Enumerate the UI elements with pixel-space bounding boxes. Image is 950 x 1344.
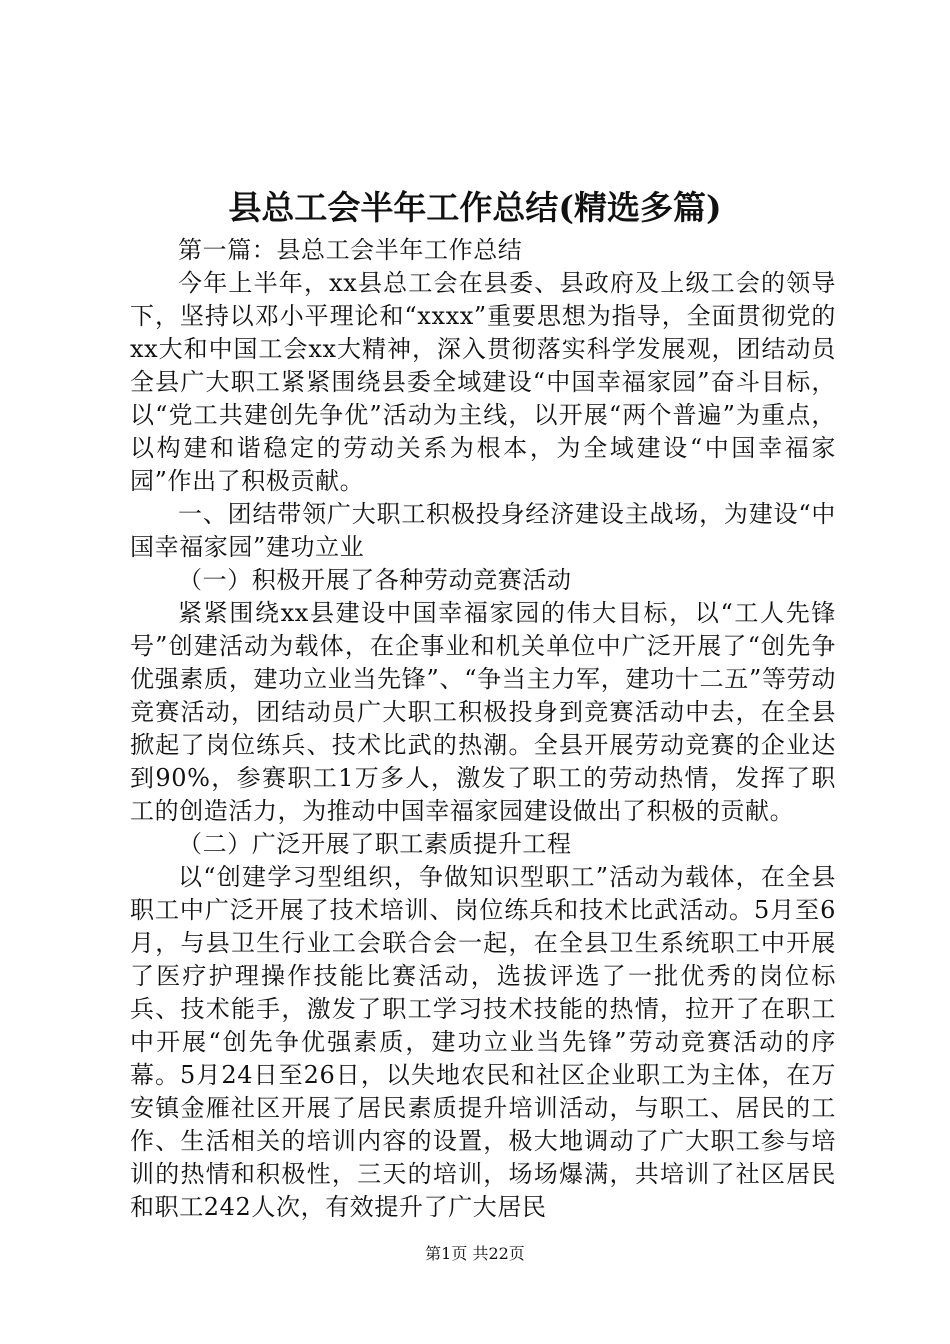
page-number: 第1页 共22页 bbox=[425, 1244, 525, 1263]
document-body bbox=[130, 234, 836, 1224]
section-heading: 第一篇：县总工会半年工作总结 bbox=[178, 236, 523, 264]
body-paragraph: 今年上半年，xx县总工会在县委、县政府及上级工会的领导下，坚持以邓小平理论和“xxxx”重要思想为指导，全面贯彻党的xx大和中国工会xx大精神，深入贯彻落实科学发展观，团结动员全县广大职工紧紧围绕县委全域建设“中国幸福家园”奋斗目标，以“党工共建创先争优”活动为主线，以开展“两个普遍”为重点，以构建和谐稳定的劳动关系为根本，为全域建设“中国幸福家园”作出了积极贡献。 bbox=[130, 269, 836, 495]
document-title: 县总工会半年工作总结(精选多篇) bbox=[228, 188, 722, 227]
subsection-heading: （二）广泛开展了职工素质提升工程 bbox=[178, 830, 572, 858]
section-heading: 一、团结带领广大职工积极投身经济建设主战场，为建设“中国幸福家园”建功立业 bbox=[130, 500, 836, 561]
body-paragraph: 紧紧围绕xx县建设中国幸福家园的伟大目标，以“工人先锋号”创建活动为载体，在企事业和机关单位中广泛开展了“创先争优强素质，建功立业当先锋”、“争当主力军，建功十二五”等劳动竞赛活动，团结动员广大职工积极投身到竞赛活动中去，在全县掀起了岗位练兵、技术比武的热潮。全县开展劳动竞赛的企业达到90%，参赛职工1万多人，激发了职工的劳动热情，发挥了职工的创造活力，为推动中国幸福家园建设做出了积极的贡献。 bbox=[130, 599, 836, 825]
body-paragraph: 以“创建学习型组织，争做知识型职工”活动为载体，在全县职工中广泛开展了技术培训、岗位练兵和技术比武活动。5月至6月，与县卫生行业工会联合会一起，在全县卫生系统职工中开展了医疗护理操作技能比赛活动，选拔评选了一批优秀的岗位标兵、技术能手，激发了职工学习技术技能的热情，拉开了在职工中开展“创先争优强素质，建功立业当先锋”劳动竞赛活动的序幕。5月24日至26日，以失地农民和社区企业职工为主体，在万安镇金雁社区开展了居民素质提升培训活动，与职工、居民的工作、生活相关的培训内容的设置，极大地调动了广大职工参与培训的热情和积极性，三天的培训，场场爆满，共培训了社区居民和职工242人次，有效提升了广大居民 bbox=[130, 863, 836, 1221]
subsection-heading: （一）积极开展了各种劳动竞赛活动 bbox=[178, 566, 572, 594]
